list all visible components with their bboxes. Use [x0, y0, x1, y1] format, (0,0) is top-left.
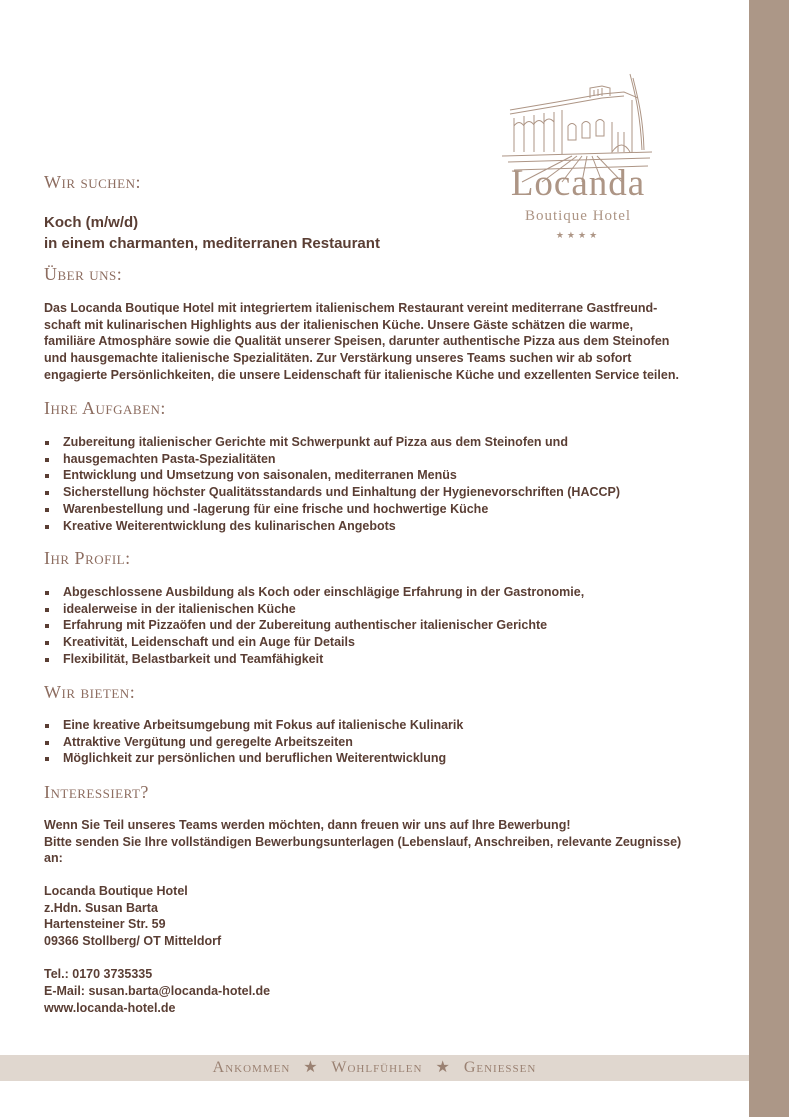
- slogan-word-enjoy: Geniessen: [463, 1059, 537, 1076]
- list-item: Kreative Weiterentwicklung des kulinarischen Angebots: [44, 518, 704, 535]
- star-icon: ★: [435, 1059, 451, 1076]
- contact-block: [44, 883, 704, 1017]
- list-item: Attraktive Vergütung und geregelte Arbeitszeiten: [44, 734, 704, 751]
- about-line: schaft mit kulinarischen Highlights aus der italienischen Küche. Unsere Gäste schätzen die warme,: [44, 317, 634, 332]
- profile-list: [44, 584, 704, 668]
- list-item: idealerweise in der italienischen Küche: [44, 601, 704, 618]
- interest-line: Bitte senden Sie Ihre vollständigen Bewerbungsunterlagen (Lebenslauf, Anschreiben, relevante Zeugnisse): [44, 834, 682, 849]
- list-item: Abgeschlossene Ausbildung als Koch oder einschlägige Erfahrung in der Gastronomie,: [44, 584, 704, 601]
- profile-heading: Ihr Profil:: [44, 548, 131, 568]
- contact-phone: Tel.: 0170 3735335: [44, 967, 153, 982]
- about-line: familiäre Atmosphäre sowie die Qualität unserer Speisen, darunter authentische Pizza aus dem Steinofen: [44, 334, 670, 349]
- list-item: Warenbestellung und -lagerung für eine frische und hochwertige Küche: [44, 501, 704, 518]
- about-heading: Über uns:: [44, 264, 123, 284]
- job-title-line1: Koch (m/w/d): [44, 214, 139, 231]
- offers-list: [44, 717, 704, 767]
- side-color-bar: [749, 0, 789, 1117]
- contact-attention: z.Hdn. Susan Barta: [44, 900, 158, 915]
- brand-subtitle: Boutique Hotel: [524, 208, 632, 224]
- job-title: [44, 212, 544, 254]
- star-icon: ★: [303, 1059, 319, 1076]
- list-item: Kreativität, Leidenschaft und ein Auge für Details: [44, 634, 704, 651]
- offer-heading: Wir bieten:: [44, 682, 136, 702]
- tasks-heading: Ihre Aufgaben:: [44, 398, 166, 418]
- interest-line: an:: [44, 851, 63, 866]
- list-item: Möglichkeit zur persönlichen und beruflichen Weiterentwicklung: [44, 750, 704, 767]
- tasks-list: [44, 434, 704, 534]
- contact-street: Hartensteiner Str. 59: [44, 917, 166, 932]
- interest-line: Wenn Sie Teil unseres Teams werden möchten, dann freuen wir uns auf Ihre Bewerbung!: [44, 818, 571, 832]
- list-item: Erfahrung mit Pizzaöfen und der Zubereitung authentischer italienischer Gerichte: [44, 617, 704, 634]
- list-item: Sicherstellung höchster Qualitätsstandards und Einhaltung der Hygienevorschriften (HACCP): [44, 484, 704, 501]
- about-line: und hausgemachte italienische Spezialitäten. Zur Verstärkung unseres Teams suchen wir ab sofort: [44, 351, 632, 366]
- search-heading: Wir suchen:: [44, 172, 141, 192]
- about-line: Das Locanda Boutique Hotel mit integriertem italienischem Restaurant vereint mediterrane Gastfreund-: [44, 301, 658, 315]
- about-line: engagierte Persönlichkeiten, die unsere Leidenschaft für italienische Küche und exzellenten Service teilen.: [44, 367, 679, 382]
- contact-email[interactable]: E-Mail: susan.barta@locanda-hotel.de: [44, 984, 271, 999]
- interest-heading: Interessiert?: [44, 782, 149, 802]
- contact-city: 09366 Stollberg/ OT Mitteldorf: [44, 934, 222, 949]
- about-paragraph: [44, 300, 704, 384]
- list-item: Entwicklung und Umsetzung von saisonalen, mediterranen Menüs: [44, 467, 704, 484]
- contact-website-link[interactable]: www.locanda-hotel.de: [44, 1000, 176, 1015]
- slogan-word-arrive: Ankommen: [212, 1059, 291, 1076]
- list-item: Flexibilität, Belastbarkeit und Teamfähigkeit: [44, 651, 704, 668]
- rating-stars: ★★★★: [555, 230, 601, 240]
- interest-paragraph: [44, 817, 704, 867]
- list-item: hausgemachten Pasta-Spezialitäten: [44, 451, 704, 468]
- contact-company: Locanda Boutique Hotel: [44, 884, 188, 898]
- footer-slogan: [0, 1058, 749, 1078]
- list-item: Eine kreative Arbeitsumgebung mit Fokus auf italienische Kulinarik: [44, 717, 704, 734]
- list-item: Zubereitung italienischer Gerichte mit Schwerpunkt auf Pizza aus dem Steinofen und: [44, 434, 704, 451]
- slogan-word-wellbeing: Wohlfühlen: [331, 1059, 423, 1076]
- job-title-line2: in einem charmanten, mediterranen Restaurant: [44, 235, 380, 252]
- brand-name: Locanda: [510, 163, 646, 204]
